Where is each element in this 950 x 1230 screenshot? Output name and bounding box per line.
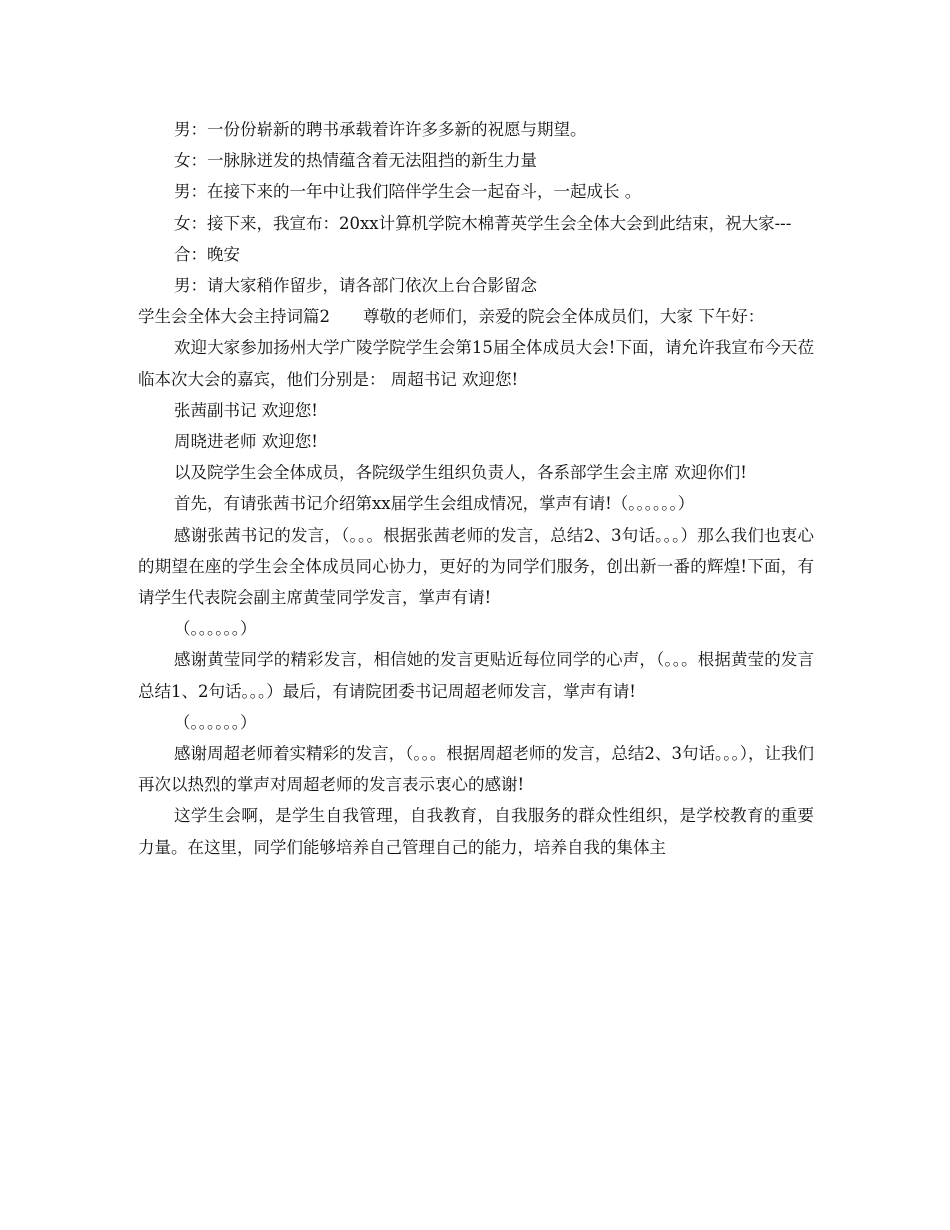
paragraph: 欢迎大家参加扬州大学广陵学院学生会第15届全体成员大会!下面，请允许我宣布今天莅临本次大会的嘉宾，他们分别是： 周超书记 欢迎您! <box>138 338 814 389</box>
paragraph: （。。。。。。） <box>174 619 257 639</box>
paragraph: 男：请大家稍作留步，请各部门依次上台合影留念 <box>174 276 537 296</box>
paragraph: 以及院学生会全体成员，各院级学生组织负责人，各系部学生会主席 欢迎你们! <box>174 463 747 483</box>
paragraph: （。。。。。。） <box>174 712 257 732</box>
paragraph: 男：一份份崭新的聘书承载着许许多多新的祝愿与期望。 <box>174 120 587 139</box>
section-heading-paragraph: 学生会全体大会主持词篇2 尊敬的老师们，亲爱的院会全体成员们，大家 下午好： <box>138 307 765 327</box>
paragraph: 周晓进老师 欢迎您! <box>174 432 318 452</box>
document-body <box>138 114 814 863</box>
paragraph: 合：晚安 <box>174 244 240 264</box>
paragraph: 女：一脉脉迸发的热情蕴含着无法阻挡的新生力量 <box>174 151 537 171</box>
paragraph: 感谢黄莹同学的精彩发言，相信她的发言更贴近每位同学的心声，（。。。根据黄莹的发言总结1、2句话。。。）最后，有请院团委书记周超老师发言，掌声有请! <box>138 650 814 701</box>
paragraph: 感谢张茜书记的发言，（。。。根据张茜老师的发言，总结2、3句话。。。）那么我们也衷心的期望在座的学生会全体成员同心协力，更好的为同学们服务，创出新一番的辉煌!下面，有请学生代表院会副主席黄莹同学发言，掌声有请! <box>138 525 814 608</box>
paragraph: 这学生会啊，是学生自我管理，自我教育，自我服务的群众性组织，是学校教育的重要力量。在这里，同学们能够培养自己管理自己的能力，培养自我的集体主 <box>138 806 814 857</box>
paragraph: 感谢周超老师着实精彩的发言，（。。。根据周超老师的发言，总结2、3句话。。。），让我们再次以热烈的掌声对周超老师的发言表示衷心的感谢! <box>138 744 814 795</box>
paragraph: 张茜副书记 欢迎您! <box>174 400 318 420</box>
paragraph: 首先，有请张茜书记介绍第xx届学生会组成情况，掌声有请!（。。。。。。） <box>174 494 695 514</box>
paragraph: 男：在接下来的一年中让我们陪伴学生会一起奋斗，一起成长 。 <box>174 182 642 202</box>
paragraph: 女：接下来，我宣布：20xx计算机学院木棉菁英学生会全体大会到此结束，祝大家--- <box>174 213 792 233</box>
